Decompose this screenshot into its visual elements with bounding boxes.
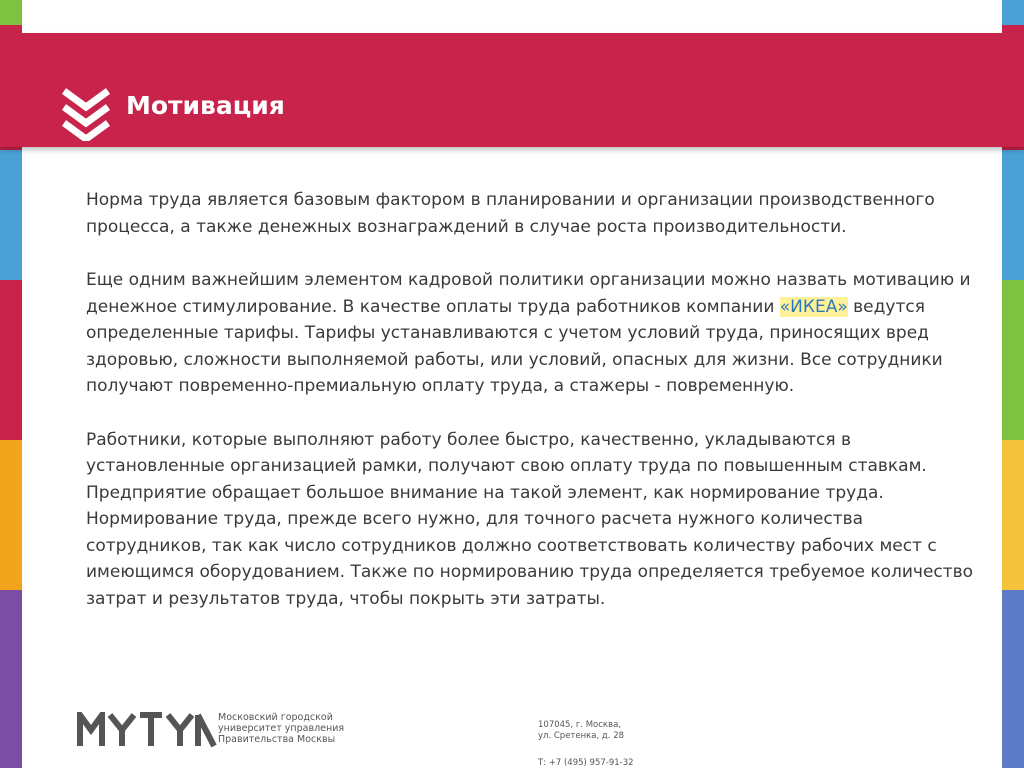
- slide: [22, 0, 1002, 768]
- header-band: [0, 33, 1024, 147]
- triple-chevron-down-icon: [60, 85, 112, 141]
- address-line-2: ул. Сретенка, д. 28: [538, 731, 625, 741]
- university-line-1: Московский городской: [218, 712, 333, 723]
- mguu-logo-icon: [77, 712, 217, 748]
- footer-address: [538, 720, 698, 742]
- footer-phone: Т: +7 (495) 957-91-32: [538, 758, 634, 768]
- ikea-highlight-link[interactable]: «ИКЕА»: [779, 296, 848, 317]
- footer: [22, 698, 1002, 768]
- paragraph-3: Работники, которые выполняют работу более быстро, качественно, укладываются в установленные организацией рамки, получают свою оплату труда по повышенным ставкам. Предприятие обращает большое внимание на такой элемент, как нормирование труда. Нормирование труда, прежде всего нужно, для точного расчета нужного количества сотрудников, так как число сотрудников должно соответствовать количеству рабочих мест с имеющимся оборудованием. Также по нормированию труда определяется требуемое количество затрат и результатов труда, чтобы покрыть эти затраты.: [86, 429, 974, 609]
- university-name: [218, 712, 378, 745]
- slide-body: [86, 187, 976, 639]
- address-line-1: 107045, г. Москва,: [538, 720, 621, 730]
- university-line-2: университет управления: [218, 723, 345, 734]
- slide-title: Мотивация: [126, 91, 285, 120]
- paragraph-1: Норма труда является базовым фактором в планировании и организации производственного процесса, а также денежных вознаграждений в случае роста производительности.: [86, 190, 935, 237]
- university-line-3: Правительства Москвы: [218, 734, 336, 745]
- paragraph-2-end: ведутся определенные тарифы. Тарифы устанавливаются с учетом условий труда, приносящих вред здоровью, сложности выполняемой работы, или условий, опасных для жизни. Все сотрудники получают повременно-премиальную оплату труда, а стажеры - повременную.: [86, 296, 943, 396]
- paragraph-2: [86, 267, 976, 400]
- paragraph-2-start: Еще одним важнейшим элементом кадровой политики организации можно назвать мотивацию и денежное стимулирование. В качестве оплаты труда работников компании: [86, 270, 971, 317]
